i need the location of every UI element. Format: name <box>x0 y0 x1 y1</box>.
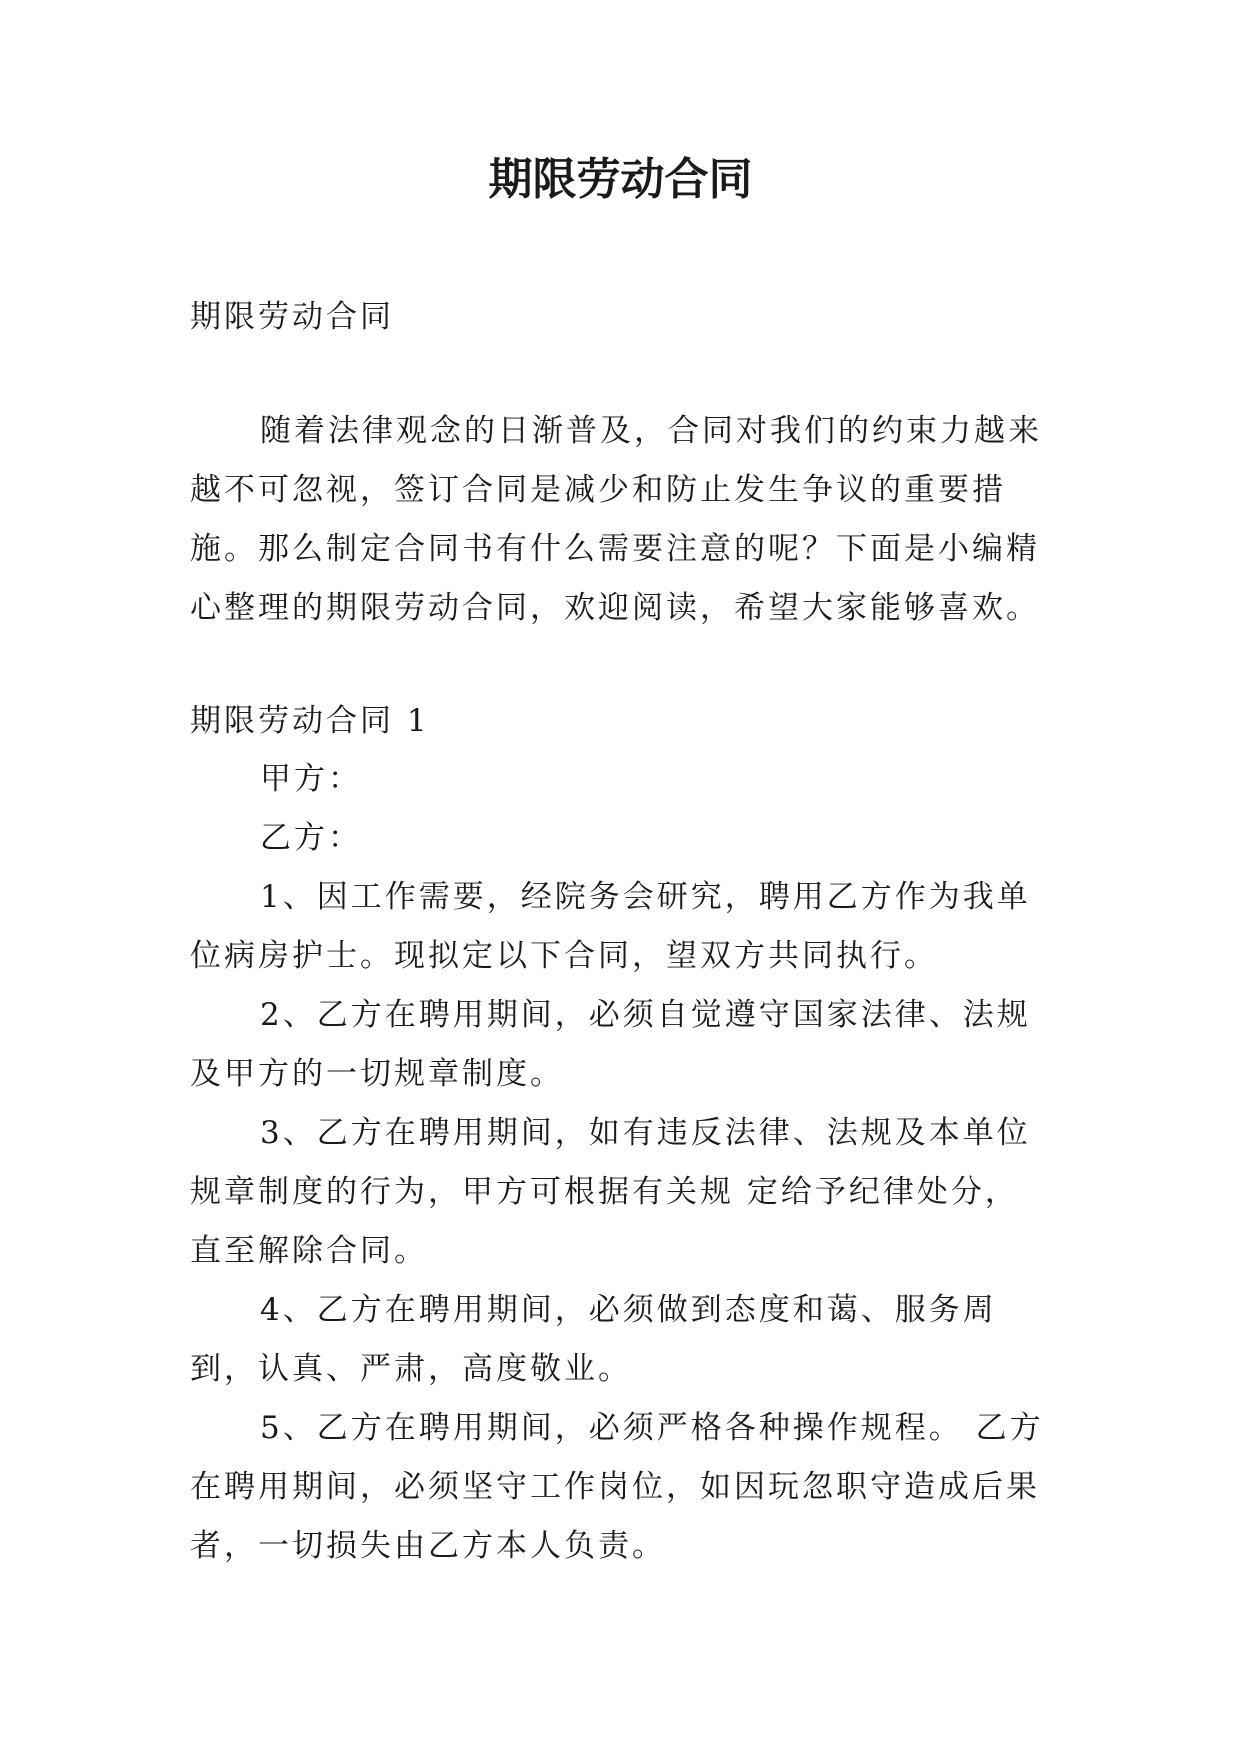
section-heading: 期限劳动合同 1 <box>190 703 430 739</box>
document-subtitle: 期限劳动合同 <box>190 299 394 335</box>
clause-4: 4、乙方在聘用期间，必须做到态度和蔼、服务周到，认真、严肃，高度敬业。 <box>190 1292 997 1387</box>
intro-paragraph: 随着法律观念的日渐普及，合同对我们的约束力越来越不可忽视，签订合同是减少和防止发生争议的重要措施。那么制定合同书有什么需要注意的呢？下面是小编精心整理的期限劳动合同，欢迎阅读，希望大家能够喜欢。 <box>190 413 1042 626</box>
clause-3: 3、乙方在聘用期间，如有违反法律、法规及本单位规章制度的行为，甲方可根据有关规 定给予纪律处分，直至解除合同。 <box>190 1115 1031 1269</box>
clause-2: 2、乙方在聘用期间，必须自觉遵守国家法律、法规及甲方的一切规章制度。 <box>190 997 1031 1092</box>
clause-party-a: 甲方： <box>260 761 362 797</box>
clause-list <box>190 750 1050 1576</box>
clause-5: 5、乙方在聘用期间，必须严格各种操作规程。 乙方在聘用期间，必须坚守工作岗位，如因玩忽职守造成后果者，一切损失由乙方本人负责。 <box>190 1410 1044 1564</box>
clause-party-b: 乙方： <box>260 820 362 856</box>
clause-1: 1、因工作需要，经院务会研究，聘用乙方作为我单位病房护士。现拟定以下合同，望双方共同执行。 <box>190 879 1031 974</box>
document-title: 期限劳动合同 <box>488 154 753 205</box>
